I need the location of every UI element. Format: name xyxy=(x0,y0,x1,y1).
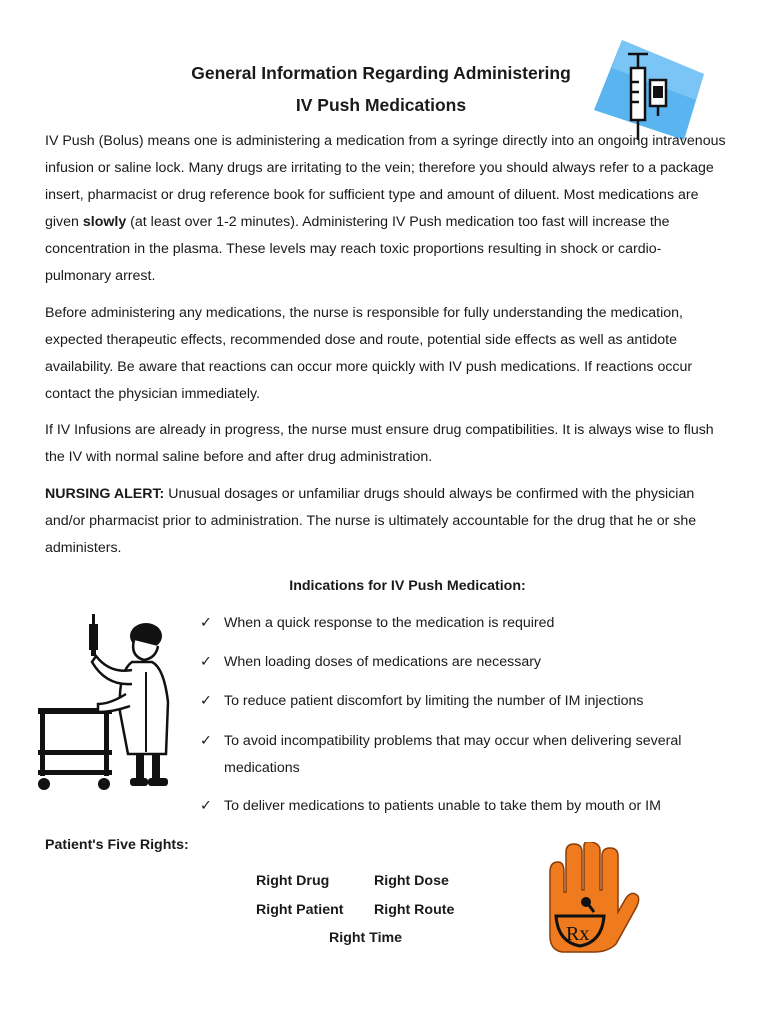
nursing-alert-text: Unusual dosages or unfamiliar drugs should always be confirmed with the physician and/or pharmacist prior to administration. The nurse is ultimately accountable for the drug that he or she administers. xyxy=(45,486,697,556)
list-item xyxy=(200,793,720,820)
five-rights-heading: Patient's Five Rights: xyxy=(45,837,189,853)
list-item xyxy=(200,610,720,637)
rx-hand-icon xyxy=(544,842,640,954)
nursing-alert-paragraph xyxy=(45,481,727,562)
indications-heading: Indications for IV Push Medication: xyxy=(289,578,526,594)
nursing-alert-label: NURSING ALERT: xyxy=(45,486,165,502)
syringe-icon xyxy=(592,40,704,140)
right-patient: Right Patient xyxy=(256,902,344,918)
checkmark-icon: ✓ xyxy=(200,798,212,814)
compatibility-paragraph: If IV Infusions are already in progress, the nurse must ensure drug compatibilities. It is always wise to flush the IV with normal saline before and after drug administration. xyxy=(45,422,714,465)
list-item-text: To reduce patient discomfort by limiting the number of IM injections xyxy=(224,693,644,709)
list-item xyxy=(200,649,720,676)
intro-text-b: (at least over 1-2 minutes). Administering IV Push medication too fast will increase the concentration in the plasma. These levels may reach toxic proportions resulting in shock or cardio-pulmonary arrest. xyxy=(45,214,670,284)
responsibility-paragraph: Before administering any medications, the nurse is responsible for fully understanding the medication, expected therapeutic effects, recommended dose and route, potential side effects as well as antidote availability. Be aware that reactions can occur more quickly with IV push medications. If reactions occur contact the physician immediately. xyxy=(45,305,693,402)
document-title-line2: IV Push Medications xyxy=(295,95,467,115)
checkmark-icon: ✓ xyxy=(200,693,212,709)
checkmark-icon: ✓ xyxy=(200,654,212,670)
right-time: Right Time xyxy=(329,930,403,946)
list-item-text: To deliver medications to patients unable to take them by mouth or IM xyxy=(224,798,661,814)
list-item xyxy=(200,688,720,715)
list-item-text: When loading doses of medications are necessary xyxy=(224,654,542,670)
checkmark-icon: ✓ xyxy=(200,615,212,631)
nurse-with-cart-icon xyxy=(34,612,176,792)
document-title-line1: General Information Regarding Administering xyxy=(191,63,571,83)
right-dose: Right Dose xyxy=(374,873,449,889)
rx-label: Rx xyxy=(566,923,590,945)
checkmark-icon: ✓ xyxy=(200,733,212,749)
emphasis-slowly: slowly xyxy=(82,214,127,230)
intro-text-a: IV Push (Bolus) means one is administering a medication from a syringe directly into an ongoing intravenous infusion or saline lock. Many drugs are irritating to the vein; therefore you should always refer to a package insert, pharmacist or drug reference book for sufficient type and amount of diluent. Most medications are given xyxy=(45,133,726,230)
right-drug: Right Drug xyxy=(256,873,330,889)
list-item-text: To avoid incompatibility problems that may occur when delivering several medications xyxy=(224,733,682,776)
list-item xyxy=(200,728,700,782)
intro-paragraph xyxy=(45,128,727,290)
right-route: Right Route xyxy=(374,902,455,918)
list-item-text: When a quick response to the medication is required xyxy=(224,615,555,631)
